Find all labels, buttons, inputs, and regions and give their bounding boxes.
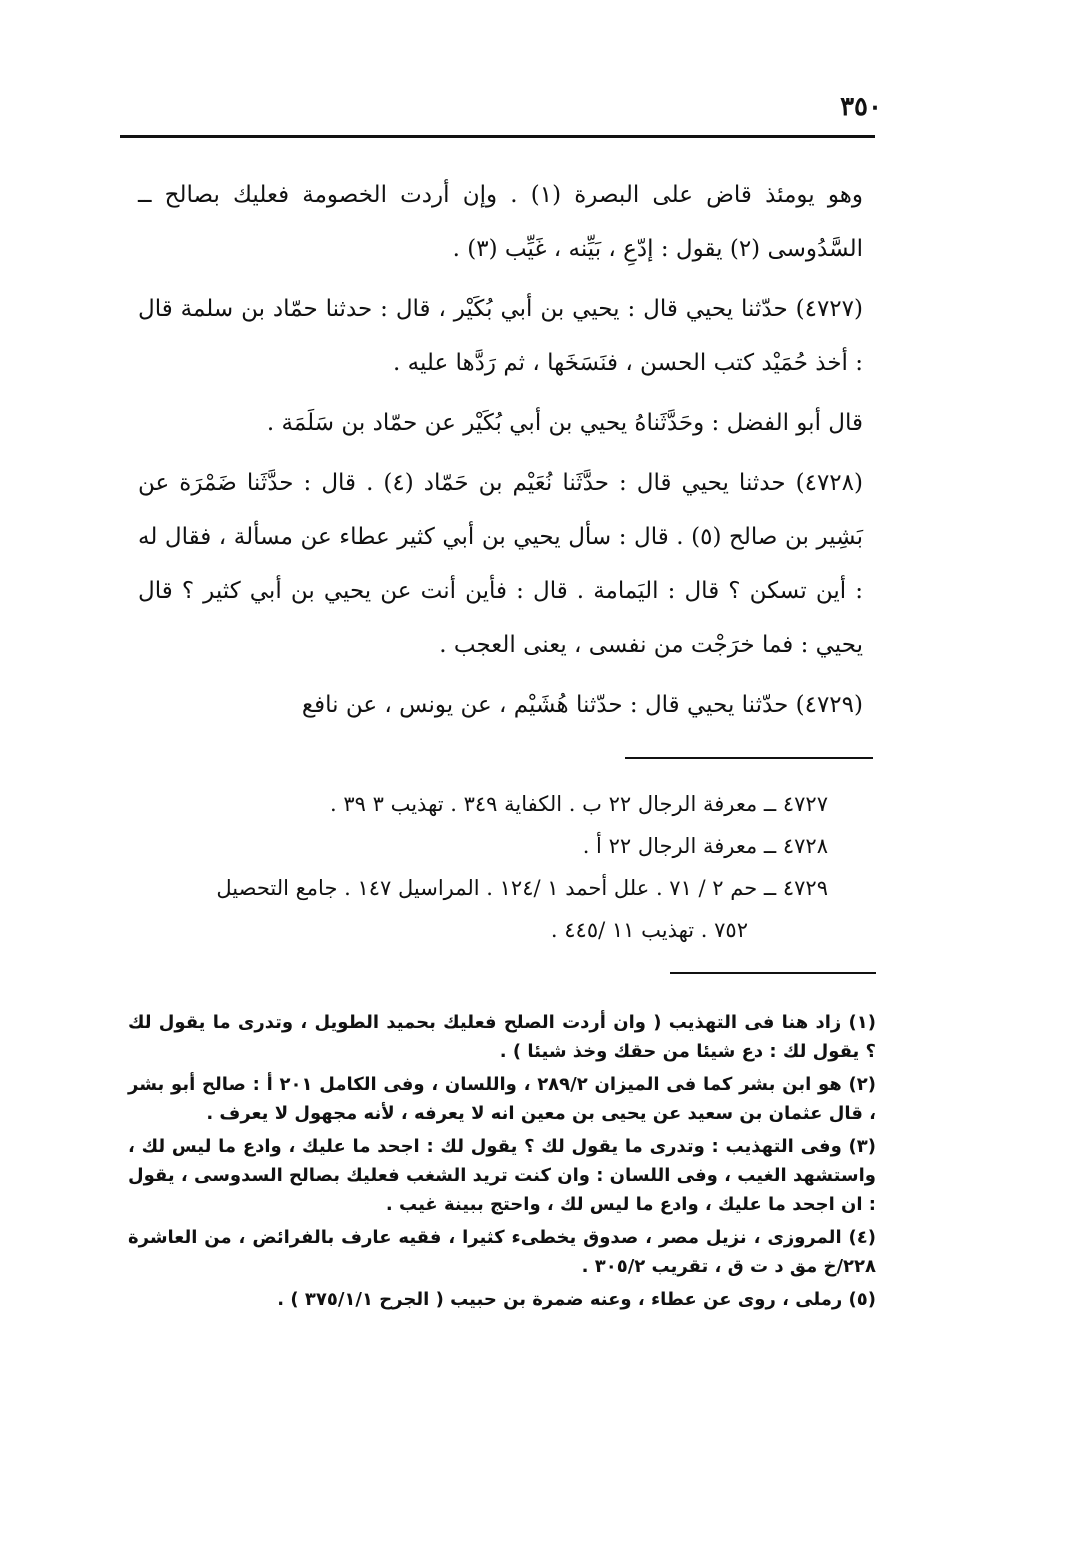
reference-line: ٤٧٢٩ ــ حم ٢ / ٧١ . علل أحمد ١ /١٢٤ . المراسيل ١٤٧ . جامع التحصيل: [216, 876, 828, 900]
main-text: [138, 168, 863, 738]
footnote: (٣) وفى التهذيب : وتدرى ما يقول لك ؟ يقول لك : اجحد ما عليك ، وادع ما ليس لك ، واستشهد الغيب ، وفى اللسان : وان كنت تريد الشغب فعليك بصالح السدوسى ، يقول : ان اجحد ما عليك ، وادع ما ليس لك ، واحتج ببينة غيب .: [128, 1136, 876, 1215]
page-number: ٣٥٠: [840, 92, 882, 122]
header-rule: [120, 135, 875, 138]
main-paragraph: قال أبو الفضل : وحَدَّثَناهُ يحيي بن أبي بُكَيْر عن حمّاد بن سَلَمَة .: [266, 410, 863, 436]
footnote: (٢) هو ابن بشر كما فى الميزان ٢٨٩/٢ ، واللسان ، وفى الكامل ٢٠١ أ : صالح أبو بشر ، قال عثمان بن سعيد عن يحيى بن معين انه لا يعرفه ، لأنه مجهول لا يعرف .: [128, 1074, 877, 1124]
footnote: (١) زاد هنا فى التهذيب ( وان أردت الصلح فعليك بحميد الطويل ، وتدرى ما يقول لك ؟ يقول لك : دع شيئا من حقك وخذ شيئا ) .: [128, 1012, 876, 1062]
references-rule: [625, 757, 873, 759]
reference-line: ٤٧٢٧ ــ معرفة الرجال ٢٢ ب . الكفاية ٣٤٩ . تهذيب ٣ ٣٩ .: [330, 792, 828, 816]
references-block: [138, 783, 828, 951]
main-paragraph: (٤٧٢٧) حدّثنا يحيي قال : يحيي بن أبي بُكَيْر ، قال : حدثنا حمّاد بن سلمة قال : أخذ حُمَيْد كتب الحسن ، فنَسَخَها ، ثم رَدَّها عليه .: [138, 296, 863, 376]
reference-line: ٧٥٢ . تهذيب ١١ /٤٤٥ .: [550, 918, 748, 942]
main-paragraph: وهو يومئذ قاض على البصرة (١) . وإن أردت الخصومة فعليك بصالح ــ السَّدُوسى (٢) يقول : إدّعِ ، بَيِّنه ، غَيِّب (٣) .: [138, 182, 863, 262]
footnotes-rule: [670, 972, 876, 974]
footnotes-block: [128, 1008, 876, 1318]
footnote: (٥) رملى ، روى عن عطاء ، وعنه ضمرة بن حبيب ( الجرح ٣٧٥/١/١ ) .: [277, 1289, 876, 1310]
footnote: (٤) المروزى ، نزيل مصر ، صدوق يخطىء كثيرا ، فقيه عارف بالفرائض ، من العاشرة ٢٢٨/خ مق د ت ق ، تقريب ٣٠٥/٢ .: [128, 1227, 876, 1277]
reference-line: ٤٧٢٨ ــ معرفة الرجال ٢٢ أ .: [582, 834, 828, 858]
main-paragraph: (٤٧٢٩) حدّثنا يحيي قال : حدّثنا هُشَيْم ، عن يونس ، عن نافع: [301, 692, 863, 718]
main-paragraph: (٤٧٢٨) حدثنا يحيي قال : حدَّثَنا نُعَيْم بن حَمّاد (٤) . قال : حدَّثَنا ضَمْرَة عن بَشِير بن صالح (٥) . قال : سأل يحيي بن أبي كثير عطاء عن مسألة ، فقال له : أين تسكن ؟ قال : اليَمامة . قال : فأين أنت عن يحيي بن أبي كثير ؟ قال يحيي : فما خرَجْت من نفسى ، يعنى العجب .: [138, 470, 863, 658]
